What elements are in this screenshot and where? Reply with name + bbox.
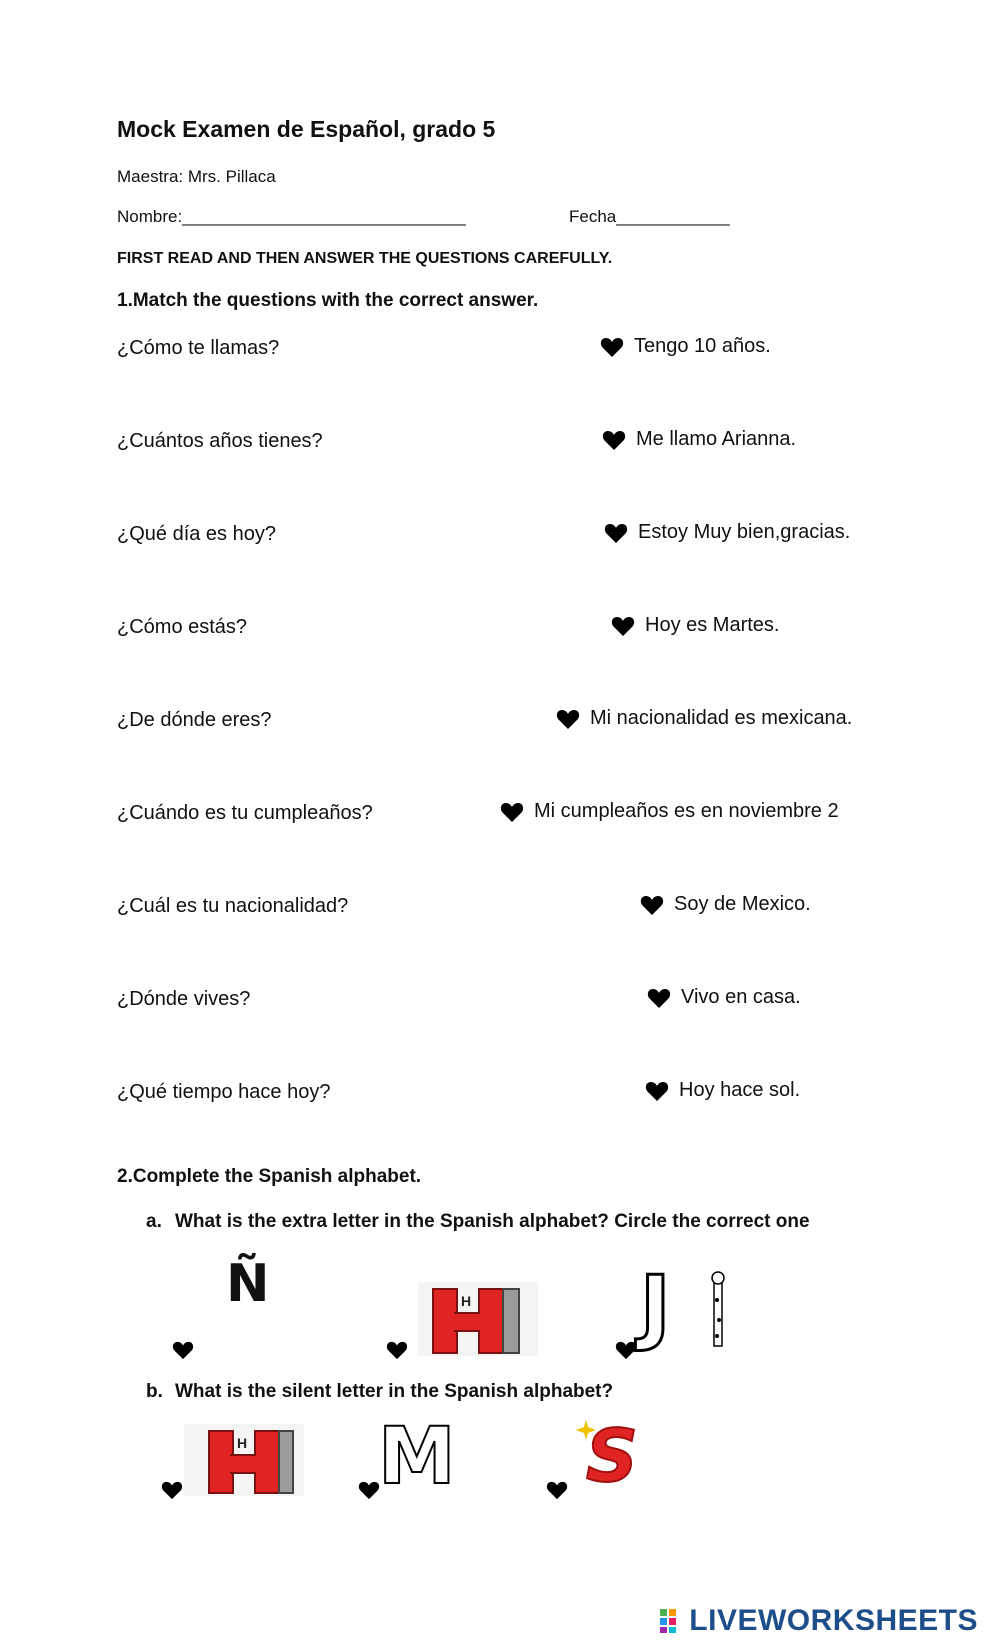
answer-text: Estoy Muy bien,gracias. [638,521,851,543]
name-field[interactable]: Nombre:______________________________ [117,207,466,226]
answer-text: Hoy hace sol. [679,1079,801,1101]
answer-text: Soy de Mexico. [674,893,811,915]
heart-icon [647,987,671,1009]
h-letter-text: H [237,1435,248,1451]
section2-title: 2.Complete the Spanish alphabet. [117,1166,422,1187]
heart-icon [600,336,624,358]
option-b3-heart-icon[interactable] [546,1480,568,1500]
question-a-text: What is the extra letter in the Spanish alphabet? Circle the correct one [175,1211,810,1232]
h-right-bar [478,1288,504,1354]
answer-text: Vivo en casa. [681,986,801,1008]
question-8: ¿Dónde vives? [117,988,251,1010]
h-crossbar [454,1312,480,1332]
heart-icon [640,894,664,916]
answer-1[interactable] [600,335,771,358]
question-9: ¿Qué tiempo hace hoy? [117,1081,331,1103]
question-4: ¿Cómo estás? [117,616,248,638]
option-a1-heart-icon[interactable] [172,1340,194,1360]
heart-icon [500,801,524,823]
h-side-shadow [278,1430,294,1494]
h-side-shadow [502,1288,520,1354]
option-b1-heart-icon[interactable] [161,1480,183,1500]
answer-text: Tengo 10 años. [634,335,771,357]
answer-6[interactable] [500,800,839,823]
answer-8[interactable] [647,986,801,1009]
answer-text: Me llamo Arianna. [636,428,797,450]
question-b-text: What is the silent letter in the Spanish alphabet? [175,1381,614,1402]
letter-h-card-b [184,1424,304,1496]
question-1: ¿Cómo te llamas? [117,337,280,359]
question-b-label: b. [146,1381,163,1402]
h-right-bar [254,1430,280,1494]
question-a-label: a. [146,1211,162,1232]
answer-3[interactable] [604,521,850,544]
question-6: ¿Cuándo es tu cumpleaños? [117,802,373,824]
answer-4[interactable] [611,614,779,637]
answer-text: Mi nacionalidad es mexicana. [590,707,853,729]
answer-7[interactable] [640,893,811,916]
question-7: ¿Cuál es tu nacionalidad? [117,895,349,917]
answer-text: Hoy es Martes. [645,614,780,636]
heart-icon [602,429,626,451]
option-b2-heart-icon[interactable] [358,1480,380,1500]
option-a3-heart-icon[interactable] [615,1340,637,1360]
brand-text: LIVEWORKSHEETS [689,1604,978,1637]
section1-title: 1.Match the questions with the correct answer. [117,290,539,311]
footer-brand [659,1604,978,1638]
question-5: ¿De dónde eres? [117,709,272,731]
question-3: ¿Qué día es hoy? [117,523,276,545]
answer-text: Mi cumpleaños es en noviembre 2 [534,800,839,822]
giraffe-icon [708,1270,728,1350]
h-crossbar [230,1454,256,1474]
heart-icon [604,522,628,544]
heart-icon [645,1080,669,1102]
question-2: ¿Cuántos años tienes? [117,430,323,452]
letter-n-tilde: Ñ [226,1254,270,1314]
letter-h-card [418,1282,538,1356]
heart-icon [611,615,635,637]
teacher-label: Maestra: Mrs. Pillaca [117,167,276,186]
option-a2-heart-icon[interactable] [386,1340,408,1360]
letter-s: S [586,1414,638,1498]
answer-5[interactable] [556,707,852,730]
page-title: Mock Examen de Español, grado 5 [117,116,496,142]
answer-9[interactable] [645,1079,800,1102]
answer-2[interactable] [602,428,796,451]
letter-m: M [378,1418,456,1492]
h-letter-text: H [461,1293,472,1309]
heart-icon [556,708,580,730]
liveworksheets-logo-icon [659,1608,685,1634]
instruction-text: FIRST READ AND THEN ANSWER THE QUESTIONS CAREFULLY. [117,250,613,267]
letter-j: J [640,1259,671,1354]
date-field[interactable]: Fecha____________ [569,207,730,226]
